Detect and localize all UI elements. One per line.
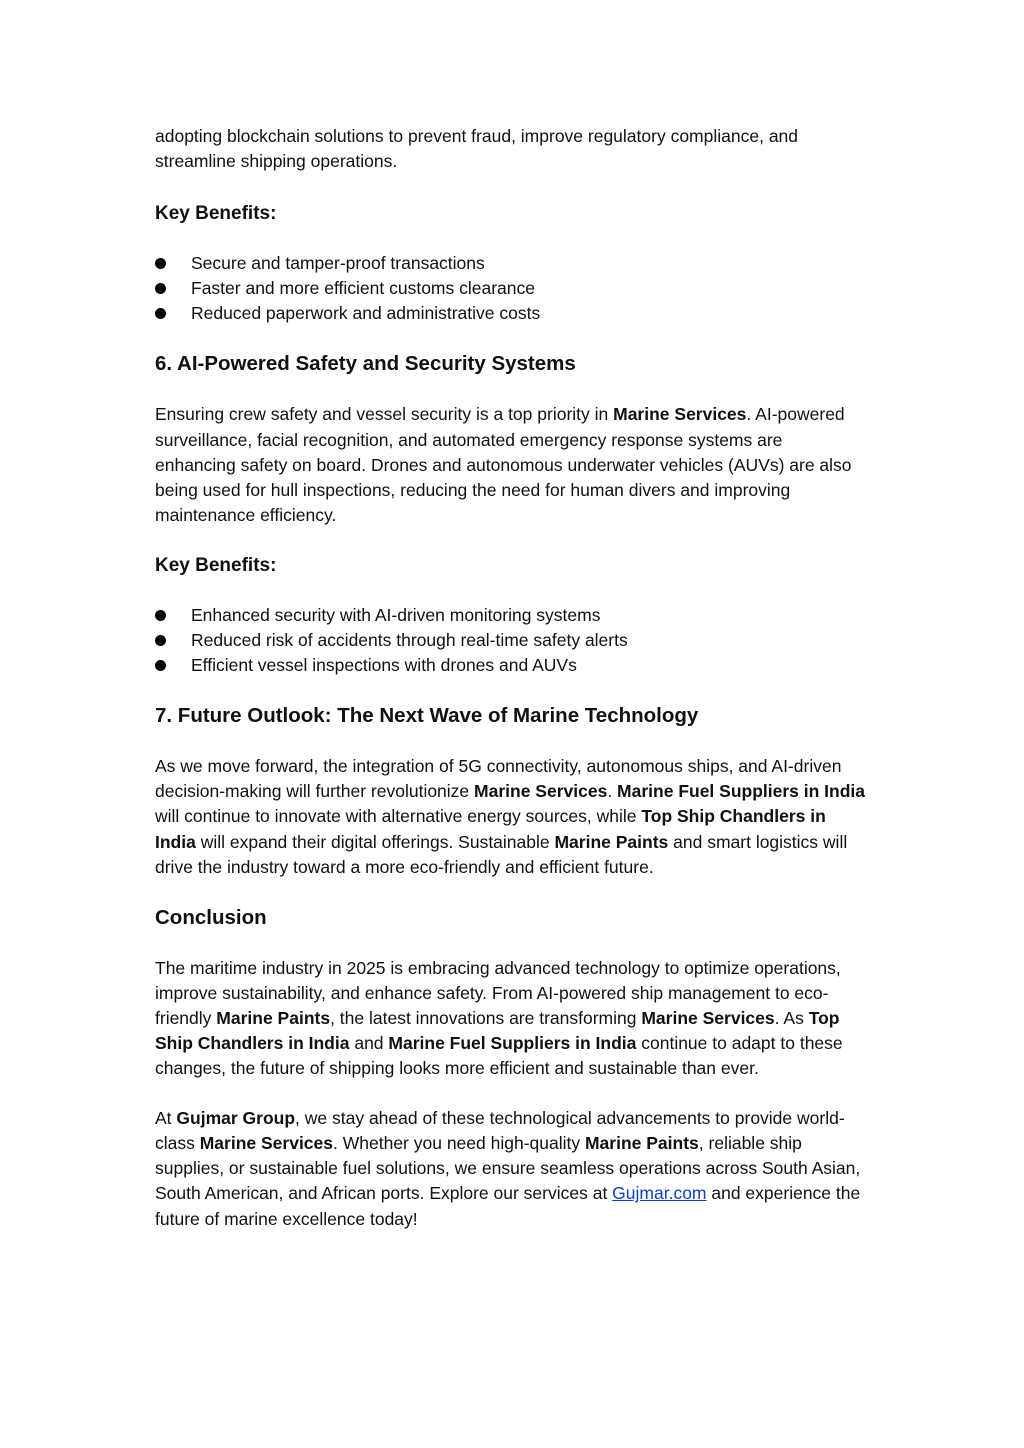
bullet-icon	[155, 610, 166, 621]
gujmar-link[interactable]: Gujmar.com	[612, 1183, 707, 1204]
list-item: Faster and more efficient customs clearance	[155, 276, 867, 301]
list-item: Reduced paperwork and administrative costs	[155, 301, 867, 326]
bullet-icon	[155, 635, 166, 646]
section-7-paragraph: As we move forward, the integration of 5G connectivity, autonomous ships, and AI-driven decision-making will further revolutionize Marine Services. Marine Fuel Suppliers in India will continue to innovate with alternative energy sources, while Top Ship Chandlers in India will expand their digital offerings. Sustainable Marine Paints and smart logistics will drive the industry toward a more eco-friendly and efficient future.	[155, 756, 866, 877]
bullet-icon	[155, 258, 166, 269]
list-item: Efficient vessel inspections with drones and AUVs	[155, 653, 867, 678]
section-6-heading: 6. AI-Powered Safety and Security Systems	[155, 352, 576, 376]
section-7-heading: 7. Future Outlook: The Next Wave of Marine Technology	[155, 704, 699, 728]
intro-continuation-paragraph: adopting blockchain solutions to prevent fraud, improve regulatory compliance, and streamline shipping operations.	[155, 126, 799, 172]
key-benefits-heading: Key Benefits:	[155, 203, 277, 225]
conclusion-heading: Conclusion	[155, 905, 267, 929]
document-page	[155, 124, 867, 1232]
bullet-icon	[155, 660, 166, 671]
key-benefits-heading: Key Benefits:	[155, 554, 277, 576]
list-item: Secure and tamper-proof transactions	[155, 251, 867, 276]
conclusion-paragraph-2: At Gujmar Group, we stay ahead of these technological advancements to provide world-class Marine Services. Whether you need high-quality Marine Paints, reliable ship supplies, or sustainable fuel solutions, we ensure seamless operations across South Asian, South American, and African ports. Explore our services at Gujmar.com and experience the future of marine excellence today!	[155, 1108, 861, 1229]
bullet-icon	[155, 308, 166, 319]
list-item: Reduced risk of accidents through real-time safety alerts	[155, 628, 867, 653]
benefits-list-blockchain	[155, 251, 867, 326]
benefits-list-safety	[155, 603, 867, 678]
list-item: Enhanced security with AI-driven monitoring systems	[155, 603, 867, 628]
section-6-paragraph: Ensuring crew safety and vessel security is a top priority in Marine Services. AI-powered surveillance, facial recognition, and automated emergency response systems are enhancing safety on board. Drones and autonomous underwater vehicles (AUVs) are also being used for hull inspections, reducing the need for human divers and improving maintenance efficiency.	[155, 404, 852, 525]
conclusion-paragraph-1: The maritime industry in 2025 is embracing advanced technology to optimize operations, improve sustainability, and enhance safety. From AI-powered ship management to eco-friendly Marine Paints, the latest innovations are transforming Marine Services. As Top Ship Chandlers in India and Marine Fuel Suppliers in India continue to adapt to these changes, the future of shipping looks more efficient and sustainable than ever.	[155, 957, 843, 1079]
bullet-icon	[155, 283, 166, 294]
